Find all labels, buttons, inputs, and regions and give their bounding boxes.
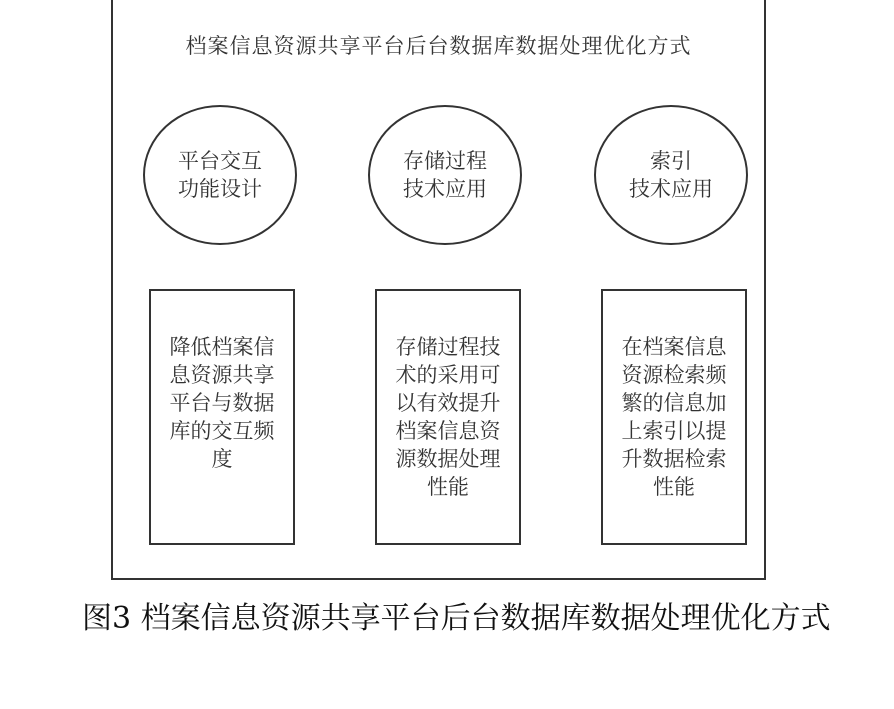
circle-label-line2: 技术应用 <box>629 177 713 201</box>
circle-label-line1: 平台交互 <box>178 149 262 173</box>
method-circle-stored-procedure <box>368 105 522 245</box>
description-box-platform-interaction <box>149 289 295 545</box>
circle-label-line2: 技术应用 <box>403 177 487 201</box>
description-text: 在档案信息资源检索频繁的信息加上索引以提升数据检索性能 <box>621 335 727 499</box>
figure-caption: 图3 档案信息资源共享平台后台数据库数据处理优化方式 <box>82 601 831 636</box>
description-box-index <box>601 289 747 545</box>
method-circle-platform-interaction <box>143 105 297 245</box>
circle-label-line2: 功能设计 <box>178 177 262 201</box>
description-box-stored-procedure <box>375 289 521 545</box>
description-text: 降低档案信息资源共享平台与数据库的交互频度 <box>169 335 275 471</box>
circle-label-line1: 索引 <box>650 149 692 173</box>
circle-label-line1: 存储过程 <box>403 149 487 173</box>
description-text: 存储过程技术的采用可以有效提升档案信息资源数据处理性能 <box>395 335 501 499</box>
diagram-title: 档案信息资源共享平台后台数据库数据处理优化方式 <box>185 34 692 58</box>
method-circle-index <box>594 105 748 245</box>
